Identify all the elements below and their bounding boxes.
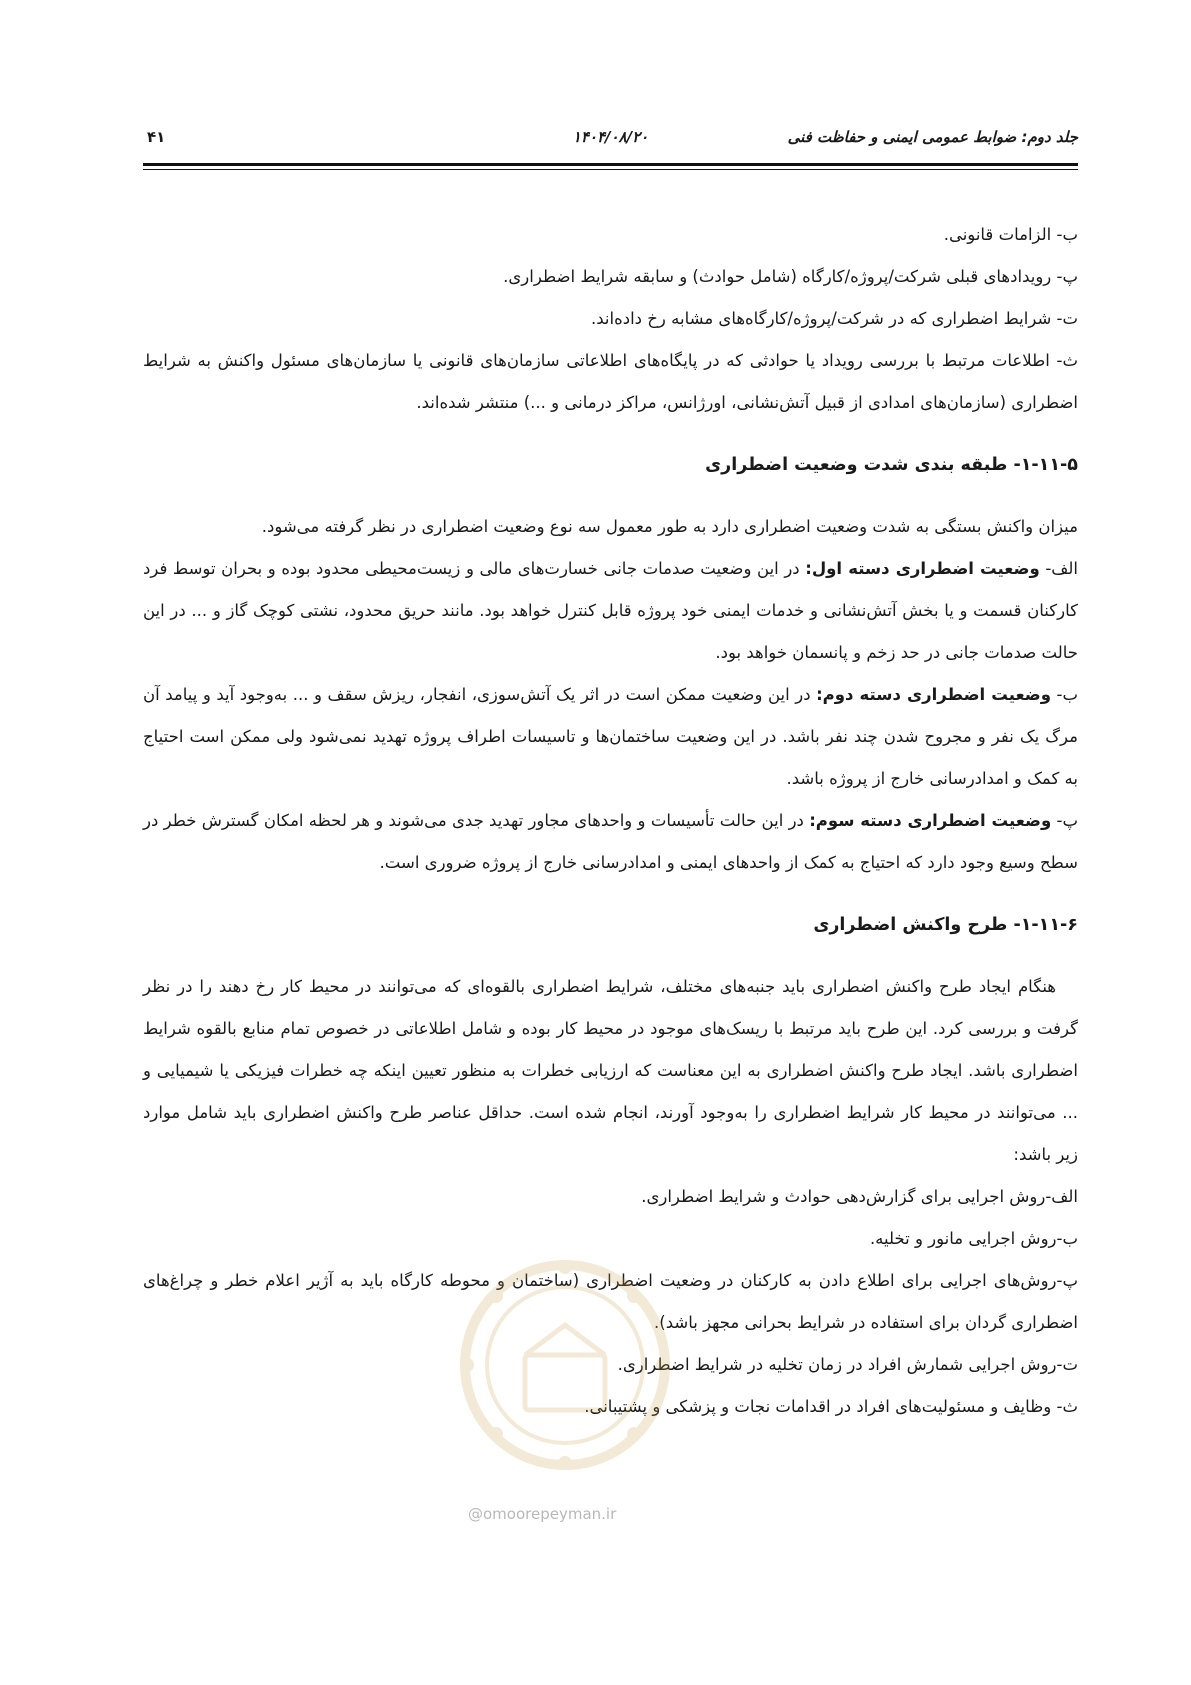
- section-heading: ۱-۱۱-۵- طبقه بندی شدت وضعیت اضطراری: [705, 455, 1078, 475]
- header-date: ۱۴۰۴/۰۸/۲۰: [572, 128, 649, 146]
- item-text: در این وضعیت صدمات جانی خسارت‌های مالی و زیست‌محیطی محدود بوده و بحران توسط فرد کارکنان قسمت و یا بخش آتش‌نشانی و خدمات ایمنی خود پروژه قابل کنترل خواهد بود. مانند حریق محدود، نشتی کوچک گاز و ... در این حالت صدمات جانی در حد زخم و پانسمان خواهد بود.: [143, 559, 1078, 662]
- intro-list: [143, 214, 1078, 424]
- list-item: الف-روش اجرایی برای گزارش‌دهی حوادث و شرایط اضطراری.: [641, 1187, 1078, 1206]
- page-number: ۴۱: [147, 128, 166, 146]
- header-title: جلد دوم: ضوابط عمومی ایمنی و حفاظت فنی: [787, 128, 1078, 146]
- list-item: [143, 800, 1078, 884]
- list-item: ب-روش اجرایی مانور و تخلیه.: [869, 1229, 1078, 1248]
- page-header: [143, 128, 1078, 158]
- list-item: ت- شرایط اضطراری که در شرکت/پروژه/کارگاه‌های مشابه رخ داده‌اند.: [591, 309, 1078, 328]
- list-item: [143, 548, 1078, 674]
- section-heading: ۱-۱۱-۶- طرح واکنش اضطراری: [813, 915, 1078, 935]
- item-text: در این حالت تأسیسات و واحدهای مجاور تهدید جدی می‌شوند و هر لحظه امکان گسترش خطر در سطح وسیع وجود دارد که احتیاج به کمک از واحدهای ایمنی و امدادرسانی خارج از پروژه ضروری است.: [143, 811, 1078, 872]
- item-text: در این وضعیت ممکن است در اثر یک آتش‌سوزی، انفجار، ریزش سقف و ... به‌وجود آید و پیامد آن مرگ یک نفر و مجروح شدن چند نفر باشد. در این وضعیت ساختمان‌ها و تاسیسات اطراف پروژه تهدید نمی‌شود ولی ممکن است احتیاج به کمک و امدادرسانی خارج از پروژه باشد.: [143, 685, 1078, 788]
- item-prefix: ب-: [1050, 685, 1078, 704]
- list-item: پ- رویدادهای قبلی شرکت/پروژه/کارگاه (شامل حوادث) و سابقه شرایط اضطراری.: [503, 267, 1078, 286]
- list-item: پ-روش‌های اجرایی برای اطلاع دادن به کارکنان در وضعیت اضطراری (ساختمان و محوطه کارگاه باید به آژیر اعلام خطر و چراغ‌های اضطراری گردان برای استفاده در شرایط بحرانی مجهز باشد).: [143, 1271, 1078, 1332]
- item-bold-label: وضعیت اضطراری دسته اول:: [805, 559, 1040, 578]
- item-prefix: پ-: [1051, 811, 1078, 830]
- header-rule-thick: [143, 163, 1078, 166]
- list-item: ب- الزامات قانونی.: [943, 225, 1078, 244]
- list-item: ت-روش اجرایی شمارش افراد در زمان تخلیه در شرایط اضطراری.: [617, 1355, 1078, 1374]
- list-item: ث- اطلاعات مرتبط با بررسی رویداد یا حوادثی که در پایگاه‌های اطلاعاتی سازمان‌های قانونی یا سازمان‌های مسئول واکنش به شرایط اضطراری (سازمان‌های امدادی از قبیل آتش‌نشانی، اورژانس، مراکز درمانی و ...) منتشر شده‌اند.: [143, 351, 1078, 412]
- item-prefix: الف-: [1039, 559, 1078, 578]
- list-item: [143, 674, 1078, 800]
- list-item: ث- وظایف و مسئولیت‌های افراد در اقدامات نجات و پزشکی و پشتیبانی.: [584, 1397, 1078, 1416]
- elements-list: [143, 1176, 1078, 1428]
- header-rule-thin: [143, 169, 1078, 170]
- watermark-url: @omoorepeyman.ir: [468, 1505, 617, 1523]
- section-paragraph: هنگام ایجاد طرح واکنش اضطراری باید جنبه‌های مختلف، شرایط اضطراری بالقوه‌ای که می‌توانند در محیط کار رخ دهند را در نظر گرفت و بررسی کرد. این طرح باید مرتبط با ریسک‌های موجود در محیط کار بوده و شامل اطلاعاتی در خصوص تمام منابع بالقوه شرایط اضطراری باشد. ایجاد طرح واکنش اضطراری به این معناست که ارزیابی خطرات به منظور تعیین اینکه چه خطرات فیزیکی یا شیمیایی و ... می‌توانند در محیط کار شرایط اضطراری را به‌وجود آورند، انجام شده است. حداقل عناصر طرح واکنش اضطراری باید شامل موارد زیر باشد:: [143, 977, 1078, 1164]
- item-bold-label: وضعیت اضطراری دسته سوم:: [809, 811, 1052, 830]
- section-intro: میزان واکنش بستگی به شدت وضعیت اضطراری دارد به طور معمول سه نوع وضعیت اضطراری در نظر گرفته می‌شود.: [261, 517, 1078, 536]
- page-content: [143, 214, 1078, 1428]
- item-bold-label: وضعیت اضطراری دسته دوم:: [816, 685, 1051, 704]
